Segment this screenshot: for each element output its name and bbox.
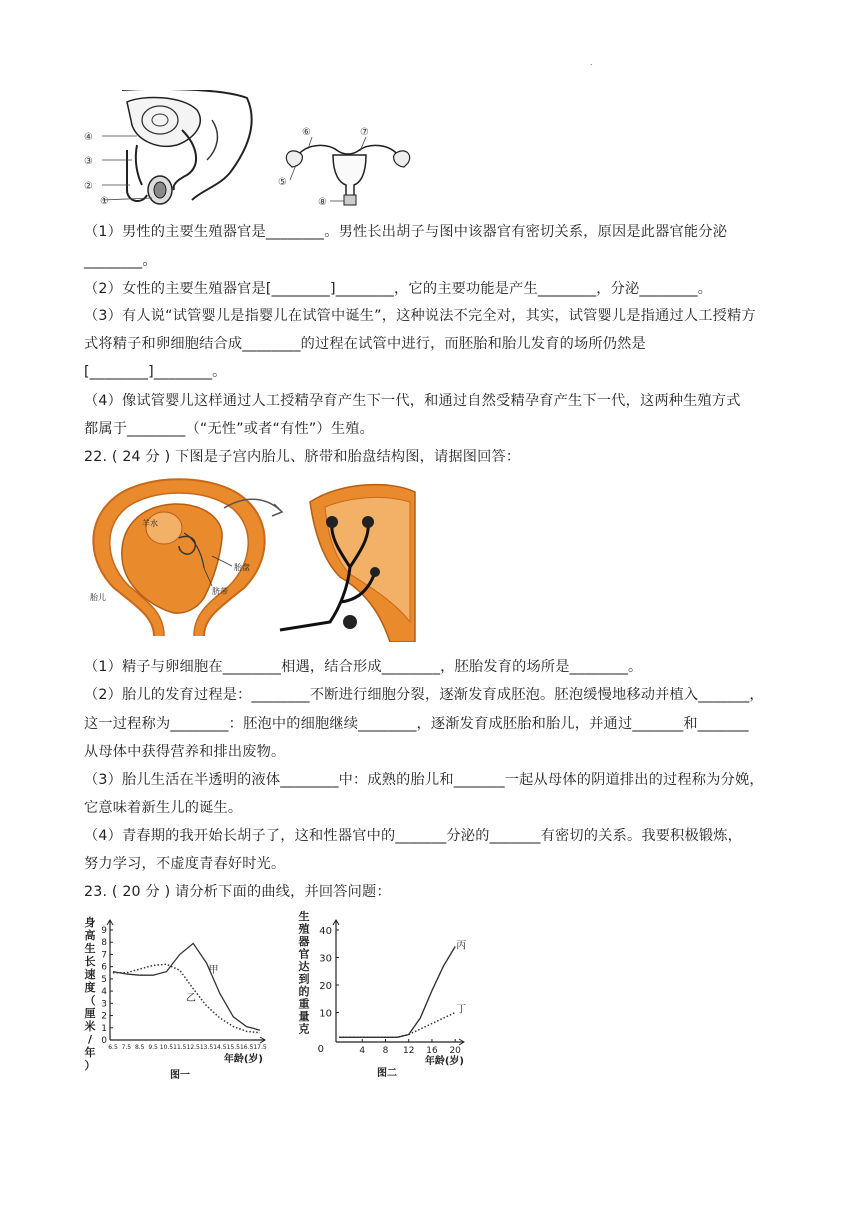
y-axis-label-char: 厘 [84, 1007, 96, 1020]
q21-line-3: （2）女性的主要生殖器官是[________]________，它的主要功能是产生________，分泌________。 [84, 281, 713, 297]
x-tick-label: 20 [449, 1046, 461, 1056]
chart-title: 图一 [170, 1070, 190, 1081]
uterus-fetus-diagram [84, 478, 284, 638]
y-axis-label-char: 高 [84, 929, 96, 942]
page-marker-dot: . [590, 58, 593, 67]
q22-line-4: 从母体中获得营养和排出废物。 [84, 744, 286, 760]
y-tick-label: 40 [319, 926, 332, 937]
y-tick-label: 20 [319, 981, 332, 992]
q22-line-2: （2）胎儿的发育过程是：________不断进行细胞分裂，逐渐发育成胚泡。胚泡缓慢地移动并植入_______， [84, 687, 764, 703]
y-tick-label: 3 [101, 999, 107, 1010]
q22-line-3: 这一过程称为________：胚泡中的细胞继续________，逐渐发育成胚胎和胎儿，并通过_______和_______ [84, 716, 749, 732]
y-tick-label: 4 [101, 987, 107, 998]
y-tick-label: 9 [101, 926, 107, 936]
series-line [339, 1013, 455, 1038]
series-label: 甲 [208, 964, 219, 976]
x-axis-label: 年龄(岁) [424, 1056, 464, 1067]
y-axis-label-char: 官 [298, 947, 310, 961]
y-tick-label: 8 [101, 938, 107, 949]
y-axis-label-char: 生 [84, 942, 96, 955]
q22-line-5: （3）胎儿生活在半透明的液体________中：成熟的胎儿和_______一起从母体的阴道排出的过程称为分娩， [84, 772, 764, 788]
q21-line-1: （1）男性的主要生殖器官是________。男性长出胡子与图中该器官有密切关系，原因是此器官能分泌 [84, 224, 728, 240]
label-2: ② [84, 181, 93, 192]
label-fetus: 胎儿 [90, 593, 106, 602]
q22-line-1: （1）精子与卵细胞在________相遇，结合形成________，胚胎发育的场所是________。 [84, 659, 643, 675]
x-axis-label: 年龄(岁) [223, 1054, 263, 1065]
x-tick-label: 17.5 [253, 1044, 267, 1051]
label-8: ⑧ [318, 197, 327, 207]
y-axis-label-char: 重 [298, 997, 310, 1011]
x-tick-label: 12.5 [186, 1044, 200, 1051]
x-tick-label: 13.5 [199, 1044, 214, 1051]
x-tick-label: 7.5 [121, 1044, 132, 1051]
q21-line-7: （4）像试管婴儿这样通过人工授精孕育产生下一代，和通过自然受精孕育产生下一代，这两种生殖方式 [84, 393, 741, 409]
y-tick-label: 2 [101, 1011, 107, 1022]
q21-line-2: ________。 [84, 253, 157, 269]
y-axis-label-char: 速 [84, 968, 96, 981]
chart-1-height-growth [80, 910, 280, 1085]
x-tick-label: 14.5 [213, 1044, 227, 1051]
y-axis-label-char: 克 [298, 1022, 310, 1036]
x-tick-label: 11.5 [173, 1044, 187, 1051]
y-axis-label-char: 生 [298, 910, 310, 923]
y-tick-label: 1 [101, 1023, 107, 1034]
x-tick-label: 15.5 [226, 1044, 240, 1051]
y-axis-label-char: 年 [84, 1046, 96, 1059]
y-tick-label: 0 [101, 1036, 107, 1046]
label-placenta: 胎盘 [234, 563, 250, 572]
label-4: ④ [84, 132, 93, 143]
x-tick-label: 16 [426, 1046, 438, 1056]
q21-line-5: 式将精子和卵细胞结合成________的过程在试管中进行，而胚胎和胎儿发育的场所仍然是 [84, 336, 646, 352]
q22-line-8: 努力学习，不虚度青春好时光。 [84, 856, 286, 872]
x-tick-label: 9.5 [148, 1044, 158, 1051]
q21-line-6: [________]________。 [84, 364, 227, 380]
y-axis-label-char: ） [84, 1059, 96, 1072]
q22-line-6: 它意味着新生儿的诞生。 [84, 800, 243, 816]
x-tick-label: 12 [402, 1046, 415, 1056]
y-axis-label-char: 度 [84, 981, 96, 994]
y-axis-label-char: 器 [298, 935, 310, 948]
label-amniotic: 羊水 [142, 519, 158, 528]
y-axis-label-char: 到 [298, 972, 310, 986]
series-label: 乙 [185, 992, 196, 1004]
origin-label: 0 [317, 1044, 324, 1055]
q21-line-4: （3）有人说“试管婴儿是指婴儿在试管中诞生”，这种说法不完全对，其实，试管婴儿是指通过人工授精方 [84, 308, 756, 324]
label-cord: 脐带 [212, 587, 228, 596]
y-axis-label-char: 量 [298, 1010, 310, 1023]
y-axis-label-char: 身 [84, 916, 96, 929]
x-tick-label: 6.5 [108, 1044, 118, 1051]
chart-title: 图二 [377, 1068, 397, 1079]
q23-title: 23. ( 20 分 ) 请分析下面的曲线，并回答问题： [84, 884, 391, 900]
y-axis-label-char: （ [84, 994, 96, 1007]
label-3: ③ [84, 156, 93, 167]
y-tick-label: 10 [319, 1008, 332, 1020]
placenta-detail-diagram [270, 482, 420, 642]
x-tick-label: 4 [359, 1046, 366, 1056]
q21-line-8: 都属于________（“无性”或者“有性”）生殖。 [84, 421, 374, 437]
x-tick-label: 8 [382, 1046, 389, 1056]
q22-title: 22. ( 24 分 ) 下图是子宫内胎儿、脐带和胎盘结构图，请据图回答： [84, 449, 521, 465]
series-line [339, 947, 455, 1038]
y-axis-label-char: 米 [84, 1020, 96, 1033]
x-tick-label: 8.5 [134, 1044, 145, 1051]
series-label: 丙 [456, 940, 467, 952]
female-reproductive-diagram [278, 125, 418, 207]
chart-2-organ-weight [292, 910, 477, 1085]
y-axis-label-char: / [87, 1033, 93, 1046]
y-axis-label-char: 长 [84, 955, 96, 968]
label-6: ⑥ [302, 127, 311, 138]
male-reproductive-diagram [82, 90, 272, 210]
series-line [113, 943, 260, 1030]
label-5: ⑤ [278, 177, 287, 188]
label-7: ⑦ [360, 127, 369, 138]
x-tick-label: 16.5 [239, 1044, 254, 1051]
series-label: 丁 [456, 1004, 467, 1016]
y-tick-label: 7 [101, 950, 107, 961]
y-axis-label-char: 的 [298, 985, 310, 998]
y-axis-label-char: 殖 [298, 922, 310, 936]
x-tick-label: 10.5 [159, 1044, 174, 1051]
y-tick-label: 30 [319, 953, 332, 965]
y-tick-label: 5 [101, 974, 107, 985]
q22-line-7: （4）青春期的我开始长胡子了，这和性器官中的_______分泌的_______有密切的关系。我要积极锻炼， [84, 828, 743, 844]
y-tick-label: 6 [101, 962, 107, 973]
label-1: ① [100, 196, 109, 207]
y-axis-label-char: 达 [298, 960, 310, 973]
